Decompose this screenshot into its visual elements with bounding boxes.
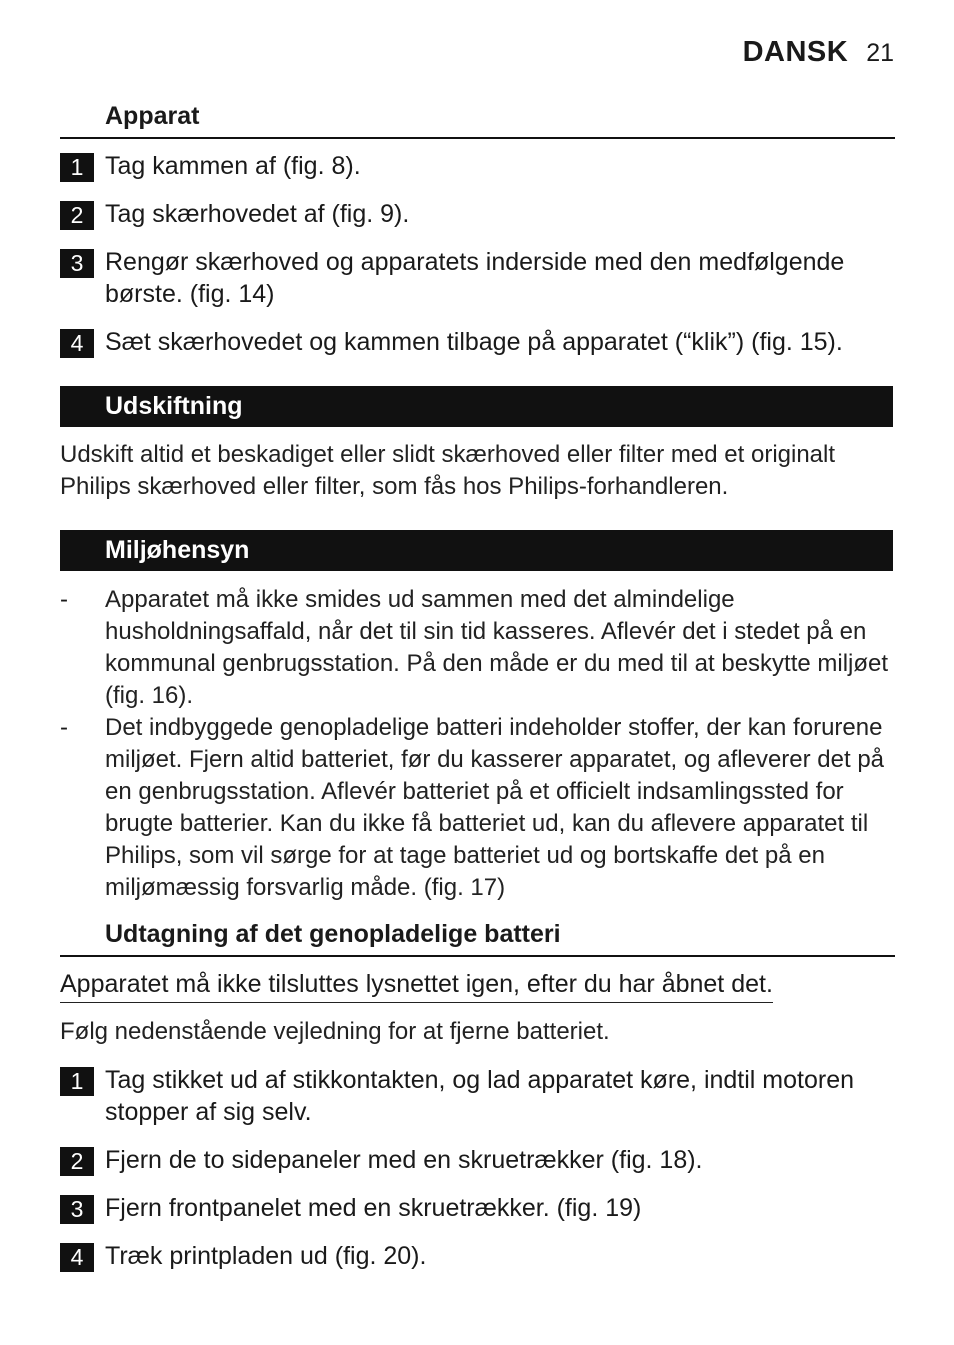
- step-text: Fjern de to sidepaneler med en skruetrækker (fig. 18).: [105, 1146, 703, 1174]
- section-bar-udskiftning: [60, 386, 893, 427]
- section-rule-apparat: [60, 137, 895, 139]
- page-header: [743, 36, 894, 69]
- step-text: Tag stikket ud af stikkontakten, og lad apparatet køre, indtil motoren stopper af sig selv.: [105, 1066, 855, 1126]
- bullet-text: Det indbyggede genopladelige batteri indeholder stoffer, der kan forurene miljøet. Fjern altid batteriet, før du kasserer apparatet, og afleverer det på en genbrugsstation. Aflevér batteriet på et officielt indsamlingssted for brugte batterier. Kan du ikke få batteriet ud, kan du aflevere apparatet til Philips, som vil sørge for at tage batteriet ud og bortskaffe det på en miljømæssig forsvarlig måde. (fig. 17): [105, 714, 885, 901]
- bullet-dash: -: [60, 586, 68, 613]
- step-text: Tag skærhovedet af (fig. 9).: [105, 200, 410, 228]
- step-text: Sæt skærhovedet og kammen tilbage på apparatet (“klik”) (fig. 15).: [105, 328, 843, 356]
- step-number: 3: [60, 1195, 94, 1224]
- step-number: 2: [60, 1147, 94, 1176]
- intro-text: Følg nedenstående vejledning for at fjerne batteriet.: [60, 1018, 610, 1045]
- section-title-apparat: Apparat: [105, 102, 200, 130]
- step-number: 2: [60, 201, 94, 230]
- language-label: DANSK: [742, 36, 849, 68]
- udskiftning-paragraph: Udskift altid et beskadiget eller slidt skærhoved eller filter med et originalt Philips skærhoved eller filter, som fås hos Philips-forhandleren.: [60, 441, 836, 500]
- section-bar-miljo: [60, 530, 893, 571]
- step-text: Rengør skærhoved og apparatets inderside med den medfølgende børste. (fig. 14): [105, 248, 845, 308]
- step-text: Fjern frontpanelet med en skruetrækker. (fig. 19): [105, 1194, 642, 1222]
- step-number: 3: [60, 249, 94, 278]
- page-number: 21: [866, 39, 894, 67]
- step-text: Tag kammen af (fig. 8).: [105, 152, 361, 180]
- bullet-dash: -: [60, 714, 68, 741]
- step-number: 4: [60, 1243, 94, 1272]
- step-number: 1: [60, 153, 94, 182]
- step-text: Træk printpladen ud (fig. 20).: [105, 1242, 427, 1270]
- section-title-miljo: Miljøhensyn: [105, 536, 250, 564]
- section-rule-udtagning: [60, 955, 895, 957]
- section-title-udtagning: Udtagning af det genopladelige batteri: [105, 920, 561, 948]
- step-number: 1: [60, 1067, 94, 1096]
- warning-text: Apparatet må ikke tilsluttes lysnettet igen, efter du har åbnet det.: [60, 968, 773, 1003]
- step-number: 4: [60, 329, 94, 358]
- section-title-udskiftning: Udskiftning: [105, 392, 243, 420]
- bullet-text: Apparatet må ikke smides ud sammen med det almindelige husholdningsaffald, når det til sin tid kasseres. Aflevér det i stedet på en kommunal genbrugsstation. På den måde er du med til at beskytte miljøet (fig. 16).: [105, 586, 889, 709]
